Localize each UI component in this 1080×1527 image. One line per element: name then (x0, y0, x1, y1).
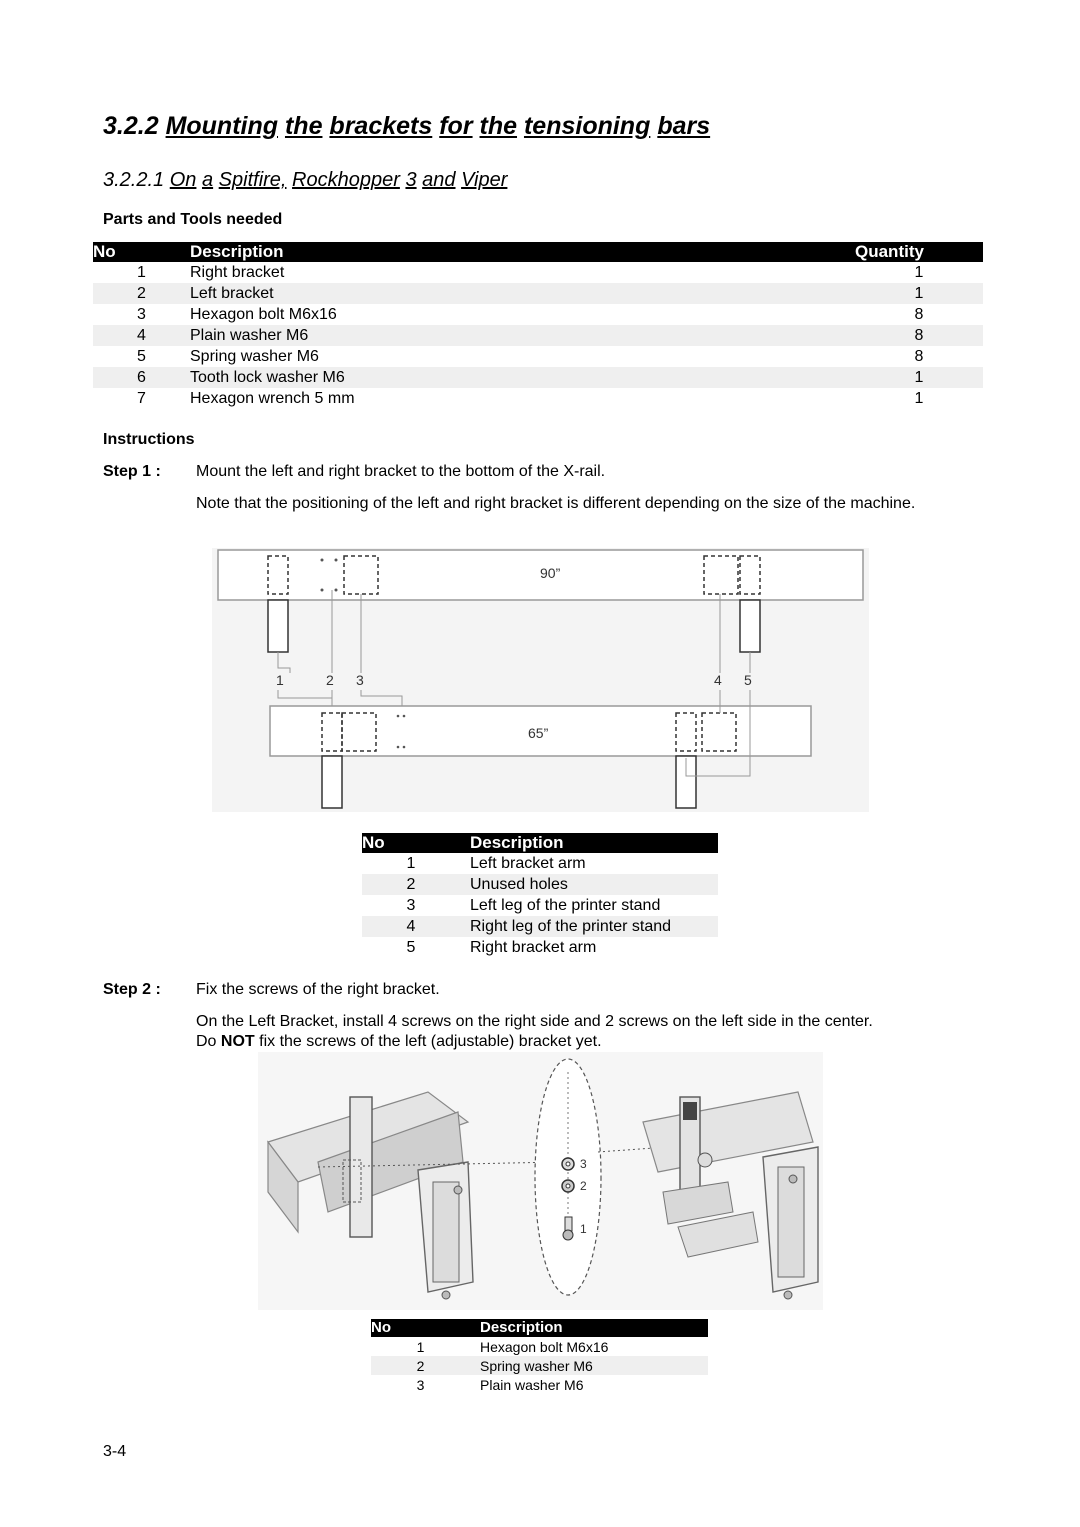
step2-line3 (196, 1031, 976, 1052)
subtitle-word: Rockhopper (292, 169, 400, 191)
cell-description: Tooth lock washer M6 (190, 367, 855, 388)
legend-header (362, 833, 718, 853)
col-header-quantity: Quantity (855, 242, 983, 262)
title-word: Mounting (165, 112, 279, 140)
cell-description: Hexagon bolt M6x16 (480, 1338, 609, 1355)
step2-line2: On the Left Bracket, install 4 screws on the right side and 2 screws on the left side in the center. (196, 1013, 873, 1030)
table-row (371, 1375, 708, 1394)
page-number: 3-4 (103, 1443, 127, 1460)
section-number: 3.2.2 (103, 112, 159, 140)
table-row (93, 367, 983, 388)
step2-line3-bold: NOT (220, 1033, 255, 1050)
instructions-heading: Instructions (103, 431, 195, 448)
callout-3: 3 (356, 672, 364, 688)
subtitle-word: On (169, 169, 197, 191)
label-90: 90” (540, 565, 561, 581)
callout-4: 4 (714, 672, 722, 688)
cell-description: Spring washer M6 (190, 347, 319, 365)
table-row (93, 346, 983, 367)
table-row (93, 325, 983, 346)
col-header-description: Description (190, 242, 855, 262)
title-word: brackets (329, 112, 433, 140)
table-row (362, 937, 718, 958)
col-header-no: No (371, 1319, 470, 1337)
title-word: for (439, 112, 473, 140)
col-header-description: Description (470, 1319, 708, 1337)
col-header-no: No (362, 833, 460, 853)
table-row (362, 874, 718, 895)
subtitle-word: Spitfire, (218, 169, 287, 191)
subsection-title (103, 169, 507, 192)
cell-quantity: 1 (914, 263, 924, 281)
callout-3: 3 (580, 1157, 587, 1171)
cell-no: 2 (93, 283, 190, 304)
title-word: the (479, 112, 518, 140)
table-row (362, 895, 718, 916)
cell-description: Unused holes (460, 874, 718, 895)
cell-description: Hexagon wrench 5 mm (190, 389, 355, 407)
table-row (93, 304, 983, 325)
col-header-no: No (93, 242, 190, 262)
cell-no: 4 (362, 916, 460, 937)
cell-description: Left leg of the printer stand (470, 896, 661, 914)
callout-2: 2 (580, 1179, 587, 1193)
cell-description: Right leg of the printer stand (460, 916, 718, 937)
section-title (103, 112, 710, 141)
cell-description: Left bracket (190, 283, 855, 304)
subsection-number: 3.2.2.1 (103, 169, 165, 191)
cell-no: 7 (137, 389, 146, 407)
table-row (93, 283, 983, 304)
cell-no: 1 (406, 854, 416, 872)
subtitle-word: 3 (405, 169, 417, 191)
step2-line3-post: fix the screws of the left (adjustable) bracket yet. (254, 1033, 602, 1050)
cell-no: 5 (406, 938, 416, 956)
callout-1: 1 (580, 1222, 587, 1236)
step2-label: Step 2 : (103, 981, 161, 998)
cell-quantity: 8 (914, 347, 924, 365)
cell-description: Plain washer M6 (480, 1376, 584, 1393)
callout-2: 2 (326, 672, 334, 688)
cell-quantity: 8 (914, 305, 924, 323)
table-row (93, 262, 983, 283)
bracket-position-diagram (212, 548, 869, 812)
title-word: the (284, 112, 323, 140)
cell-quantity: 8 (855, 325, 983, 346)
step1-label: Step 1 : (103, 463, 161, 480)
col-header-description: Description (460, 833, 718, 853)
cell-description: Right bracket arm (470, 938, 597, 956)
cell-no: 3 (416, 1376, 425, 1393)
callout-1: 1 (276, 672, 284, 688)
cell-no: 3 (406, 896, 416, 914)
screws-legend-table (371, 1319, 708, 1394)
table-row (93, 388, 983, 409)
cell-description: Plain washer M6 (190, 325, 855, 346)
callout-5: 5 (744, 672, 752, 688)
diagram-legend-table (362, 833, 718, 958)
parts-table-header (93, 242, 983, 262)
table-row (371, 1337, 708, 1356)
cell-description: Spring washer M6 (470, 1356, 708, 1375)
label-65: 65” (528, 725, 549, 741)
cell-no: 3 (137, 305, 146, 323)
cell-no: 2 (371, 1356, 470, 1375)
title-word: bars (657, 112, 711, 140)
step1-note: Note that the positioning of the left and right bracket is different depending on the size of the machine. (196, 495, 916, 512)
bracket-screws-illustration (258, 1052, 823, 1310)
cell-no: 5 (137, 347, 146, 365)
subtitle-word: a (201, 169, 214, 191)
table-row (362, 916, 718, 937)
cell-no: 4 (93, 325, 190, 346)
parts-table (93, 242, 983, 409)
parts-heading: Parts and Tools needed (103, 211, 283, 228)
step2-line3-pre: Do (196, 1033, 221, 1050)
step1-text: Mount the left and right bracket to the bottom of the X-rail. (196, 463, 606, 480)
cell-quantity: 1 (914, 389, 924, 407)
cell-no: 6 (93, 367, 190, 388)
legend-header (371, 1319, 708, 1337)
cell-quantity: 1 (855, 367, 983, 388)
table-row (362, 853, 718, 874)
cell-no: 1 (137, 263, 146, 281)
step2-text: Fix the screws of the right bracket. (196, 981, 440, 998)
cell-no: 1 (416, 1338, 425, 1355)
cell-description: Left bracket arm (470, 854, 586, 872)
cell-description: Right bracket (190, 263, 285, 281)
title-word: tensioning (523, 112, 651, 140)
cell-description: Hexagon bolt M6x16 (190, 305, 337, 323)
table-row (371, 1356, 708, 1375)
cell-no: 2 (362, 874, 460, 895)
cell-quantity: 1 (855, 283, 983, 304)
subtitle-word: Viper (461, 169, 508, 191)
subtitle-word: and (422, 169, 456, 191)
